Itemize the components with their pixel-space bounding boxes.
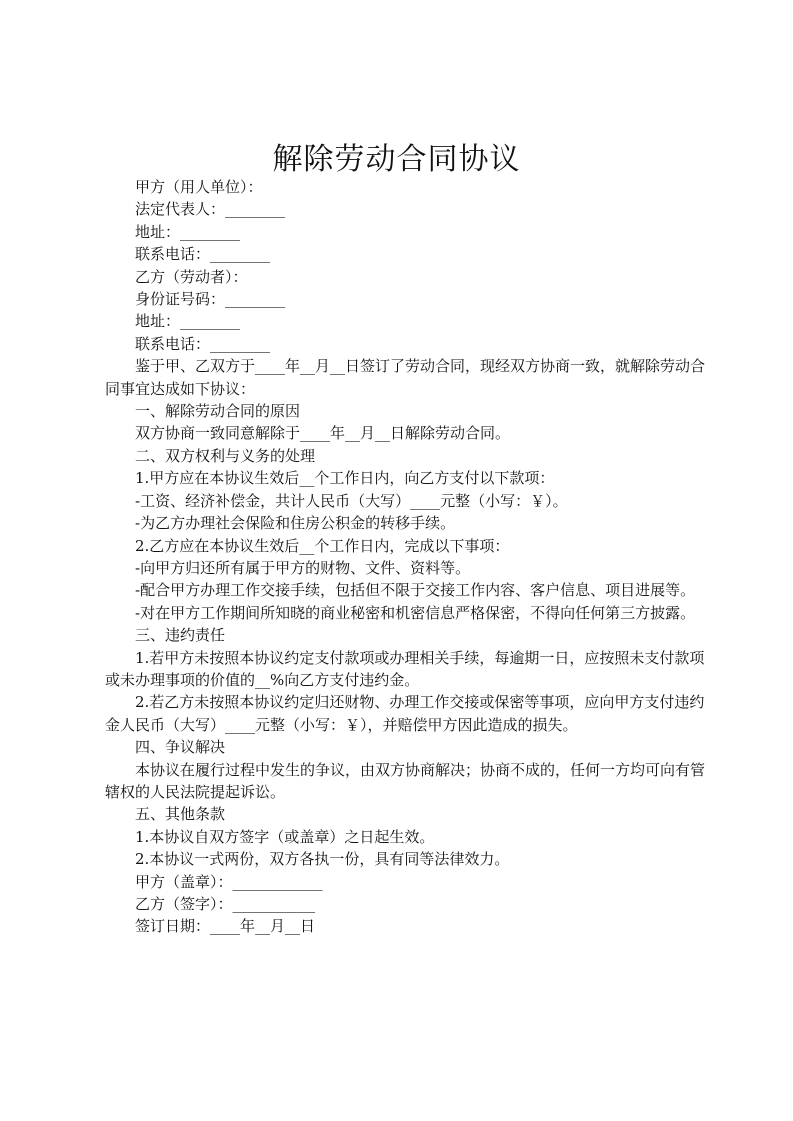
clause-2-2-item-3: -对在甲方工作期间所知晓的商业秘密和机密信息严格保密，不得向任何第三方披露。: [135, 603, 696, 622]
party-a-address: 地址：________: [135, 222, 241, 241]
clause-2-2: 2.乙方应在本协议生效后__个工作日内，完成以下事项：: [135, 536, 510, 555]
clause-2-2-item-2: -配合甲方办理工作交接手续，包括但不限于交接工作内容、客户信息、项目进展等。: [135, 581, 696, 600]
clause-2-1-item-1: -工资、经济补偿金，共计人民币（大写）____元整（小写：￥）。: [135, 491, 568, 510]
signing-date-line: 签订日期：____年__月__日: [135, 917, 316, 936]
clause-3-1: 1.若甲方未按照本协议约定支付款项或办理相关手续，每逾期一日，应按照未支付款项或未办理事项的价值的__%向乙方支付违约金。: [105, 648, 705, 689]
clause-5-1: 1.本协议自双方签字（或盖章）之日起生效。: [135, 827, 435, 846]
party-b-heading: 乙方（劳动者）：: [135, 267, 248, 286]
party-b-address: 地址：________: [135, 312, 241, 331]
party-b-id-number: 身份证号码：________: [135, 290, 286, 309]
section-heading-4: 四、争议解决: [135, 738, 226, 757]
clause-2-1: 1.甲方应在本协议生效后__个工作日内，向乙方支付以下款项：: [135, 469, 555, 488]
party-a-heading: 甲方（用人单位）：: [135, 178, 263, 196]
section-1-paragraph: 双方协商一致同意解除于____年__月__日解除劳动合同。: [135, 424, 511, 443]
party-a-legal-rep: 法定代表人：________: [135, 200, 286, 219]
section-heading-3: 三、违约责任: [135, 626, 226, 645]
document-title: 解除劳动合同协议: [272, 142, 521, 177]
clause-2-2-item-1: -向甲方归还所有属于甲方的财物、文件、资料等。: [135, 558, 471, 577]
party-a-phone: 联系电话：________: [135, 245, 271, 264]
clause-2-1-item-2: -为乙方办理社会保险和住房公积金的转移手续。: [135, 514, 456, 533]
party-b-signature-line: 乙方（签字）：___________: [135, 895, 316, 913]
document-body: [105, 176, 705, 938]
clause-5-2: 2.本协议一式两份，双方各执一份，具有同等法律效力。: [135, 850, 510, 869]
party-b-phone: 联系电话：________: [135, 334, 271, 353]
preamble-paragraph: 鉴于甲、乙双方于____年__月__日签订了劳动合同，现经双方协商一致，就解除劳动合同事宜达成如下协议：: [105, 357, 706, 398]
section-heading-2: 二、双方权利与义务的处理: [135, 446, 316, 465]
section-heading-5: 五、其他条款: [135, 805, 226, 824]
section-heading-1: 一、解除劳动合同的原因: [135, 402, 301, 421]
clause-3-2: 2.若乙方未按照本协议约定归还财物、办理工作交接或保密等事项，应向甲方支付违约金人民币（大写）____元整（小写：￥），并赔偿甲方因此造成的损失。: [105, 693, 705, 734]
party-a-seal-line: 甲方（盖章）：____________: [135, 872, 323, 891]
section-4-paragraph: 本协议在履行过程中发生的争议，由双方协商解决；协商不成的，任何一方均可向有管辖权的人民法院提起诉讼。: [105, 760, 706, 801]
